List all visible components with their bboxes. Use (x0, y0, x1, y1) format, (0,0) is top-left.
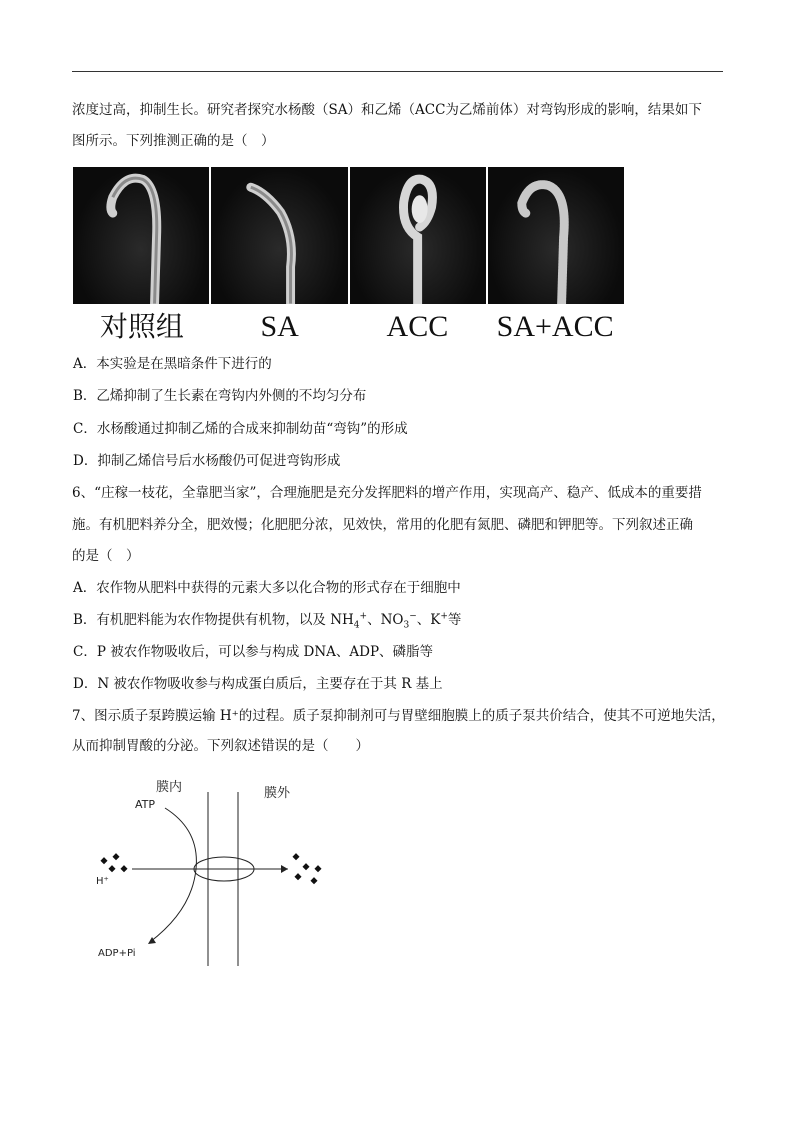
photo-sa-seedling (211, 167, 349, 304)
proton-pump-diagram (90, 770, 350, 970)
photo-acc-seedling (350, 167, 488, 304)
photo-sa-acc-seedling (488, 167, 624, 304)
q5-stem-line2: 图所示。下列推测正确的是（ ） (72, 133, 275, 149)
adp-pi-label: ADP+Pi (98, 948, 136, 959)
q5-stem-line1: 浓度过高，抑制生长。研究者探究水杨酸（SA）和乙烯（ACC为乙烯前体）对弯钩形成的影响，结果如下 (72, 102, 702, 118)
q5-option-d: D．抑制乙烯信号后水杨酸仍可促进弯钩形成 (73, 453, 341, 469)
q5-option-b: B．乙烯抑制了生长素在弯钩内外侧的不均匀分布 (73, 388, 367, 404)
membrane-inside-label: 膜内 (156, 780, 183, 795)
q6-option-a: A．农作物从肥料中获得的元素大多以化合物的形式存在于细胞中 (73, 580, 461, 596)
caption-control: 对照组 (99, 310, 184, 343)
h-ions-inside (100, 853, 127, 872)
caption-sa: SA (260, 310, 299, 343)
h-ions-outside (292, 853, 321, 884)
membrane-outside-label: 膜外 (264, 786, 291, 801)
q7-stem-line1: 7、图示质子泵跨膜运输 H⁺的过程。质子泵抑制剂可与胃壁细胞膜上的质子泵共价结合，使其不可逆地失活， (72, 708, 725, 724)
q6-option-c: C．P 被农作物吸收后，可以参与构成 DNA、ADP、磷脂等 (73, 644, 434, 660)
atp-label: ATP (135, 798, 156, 811)
q6-stem-line2: 施。有机肥料养分全，肥效慢；化肥肥分浓，见效快，常用的化肥有氮肥、磷肥和钾肥等。下列叙述正确 (72, 517, 693, 533)
q6-stem-line1: 6、“庄稼一枝花，全靠肥当家”，合理施肥是充分发挥肥料的增产作用，实现高产、稳产、低成本的重要措 (72, 485, 702, 501)
q6-option-b: B．有机肥料能为农作物提供有机物，以及 $NH_4^+$、$NO_3^-$、K+等 (73, 611, 462, 631)
photo-control-seedling (73, 167, 211, 304)
atp-hydrolysis-arrow (150, 808, 196, 942)
seedling-photo-strip (73, 167, 624, 304)
header-rule (72, 71, 723, 72)
q5-option-c: C．水杨酸通过抑制乙烯的合成来抑制幼苗“弯钩”的形成 (73, 421, 408, 437)
h-ion-label: H⁺ (96, 876, 109, 887)
caption-acc: ACC (386, 310, 449, 343)
photo-captions (73, 306, 624, 348)
q7-stem-line2: 从而抑制胃酸的分泌。下列叙述错误的是（ ） (72, 738, 369, 754)
q5-option-a: A．本实验是在黑暗条件下进行的 (73, 356, 272, 372)
q6-stem-line3: 的是（ ） (72, 548, 140, 564)
q6-option-d: D．N 被农作物吸收参与构成蛋白质后，主要存在于其 R 基上 (73, 676, 443, 692)
caption-sa-acc: SA+ACC (496, 310, 614, 343)
